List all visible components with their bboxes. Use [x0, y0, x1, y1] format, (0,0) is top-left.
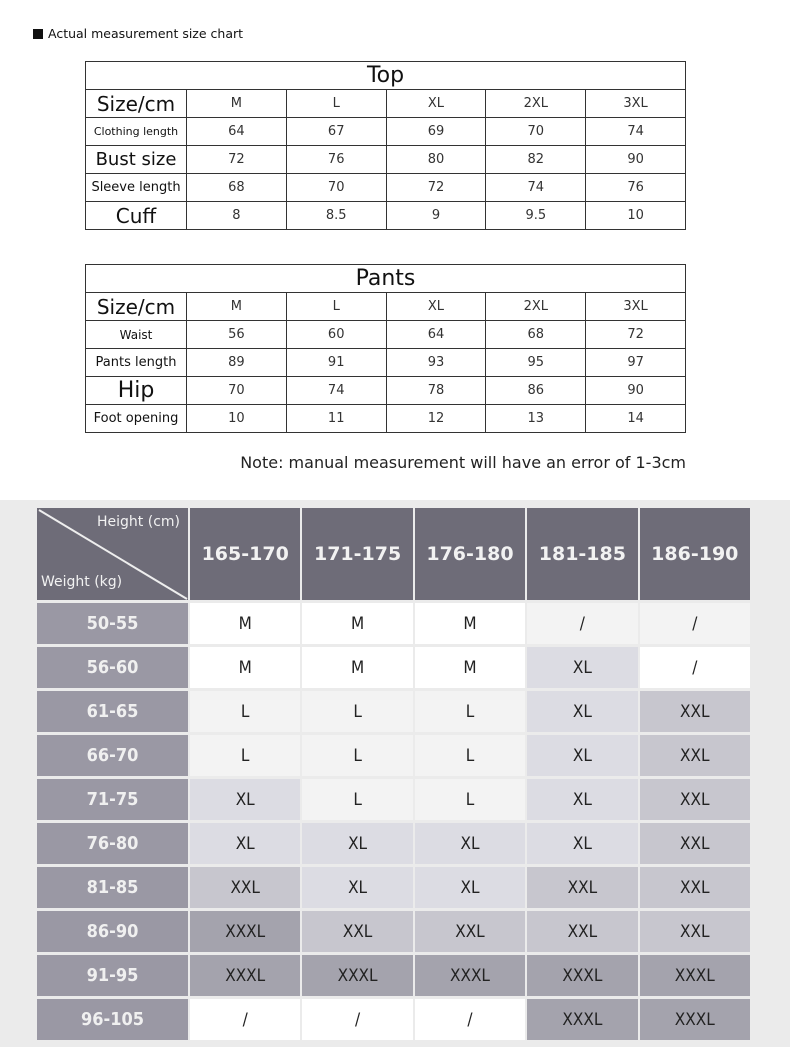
measurement-value: 72	[187, 146, 287, 174]
size-header: L	[286, 90, 386, 118]
measurement-value: 95	[486, 349, 586, 377]
weight-range-header: 81-85	[37, 867, 188, 908]
measurement-value: 64	[386, 321, 486, 349]
weight-range-header: 86-90	[37, 911, 188, 952]
size-header: M	[187, 293, 287, 321]
recommended-size-cell: /	[527, 603, 637, 644]
recommended-size-cell: M	[190, 603, 300, 644]
measurement-value: 72	[386, 174, 486, 202]
recommended-size-cell: L	[302, 735, 412, 776]
recommended-size-cell: M	[302, 603, 412, 644]
recommended-size-cell: XXXL	[527, 955, 637, 996]
size-cm-label: Size/cm	[86, 90, 187, 118]
weight-range-header: 91-95	[37, 955, 188, 996]
recommended-size-cell: XL	[527, 823, 637, 864]
size-header: XL	[386, 90, 486, 118]
weight-range-header: 50-55	[37, 603, 188, 644]
recommended-size-cell: XXL	[190, 867, 300, 908]
recommended-size-cell: XXL	[640, 779, 750, 820]
measurement-value: 68	[486, 321, 586, 349]
height-range-header: 171-175	[302, 508, 412, 600]
recommended-size-cell: M	[415, 603, 525, 644]
recommended-size-cell: /	[415, 999, 525, 1040]
table-row	[37, 955, 750, 996]
recommended-size-cell: M	[302, 647, 412, 688]
table-row	[37, 867, 750, 908]
recommended-size-cell: XXL	[640, 735, 750, 776]
recommended-size-cell: XL	[527, 735, 637, 776]
table-row	[37, 603, 750, 644]
measurement-value: 10	[586, 202, 686, 230]
square-bullet-icon	[33, 29, 43, 39]
recommended-size-cell: XL	[527, 779, 637, 820]
size-chart-heading	[33, 26, 243, 41]
measurement-label: Hip	[86, 377, 187, 405]
measurement-value: 74	[486, 174, 586, 202]
measurement-value: 76	[286, 146, 386, 174]
measurement-value: 9.5	[486, 202, 586, 230]
height-range-header: 165-170	[190, 508, 300, 600]
top-measurement-table	[85, 61, 686, 230]
recommended-size-cell: L	[302, 691, 412, 732]
measurement-label: Clothing length	[86, 118, 187, 146]
measurement-label: Waist	[86, 321, 187, 349]
size-header: 3XL	[586, 90, 686, 118]
table-row	[37, 999, 750, 1040]
recommended-size-cell: M	[190, 647, 300, 688]
measurement-label: Pants length	[86, 349, 187, 377]
recommended-size-cell: XXXL	[190, 911, 300, 952]
size-header: M	[187, 90, 287, 118]
corner-cell	[37, 508, 188, 600]
recommended-size-cell: /	[302, 999, 412, 1040]
measurement-label: Foot opening	[86, 405, 187, 433]
measurement-value: 93	[386, 349, 486, 377]
recommended-size-cell: XXXL	[415, 955, 525, 996]
measurement-value: 74	[586, 118, 686, 146]
measurement-value: 86	[486, 377, 586, 405]
measurement-value: 8.5	[286, 202, 386, 230]
weight-axis-label: Weight (kg)	[41, 574, 123, 590]
recommended-size-cell: XXXL	[302, 955, 412, 996]
recommended-size-cell: XXL	[640, 911, 750, 952]
height-header-row	[37, 508, 750, 600]
recommended-size-cell: XXXL	[190, 955, 300, 996]
pants-measurement-table	[85, 264, 686, 433]
table-row	[86, 377, 686, 405]
measurement-label: Cuff	[86, 202, 187, 230]
recommended-size-cell: XXL	[527, 867, 637, 908]
measurement-value: 91	[286, 349, 386, 377]
recommended-size-cell: /	[190, 999, 300, 1040]
measurement-value: 82	[486, 146, 586, 174]
recommended-size-cell: XL	[527, 691, 637, 732]
height-range-header: 181-185	[527, 508, 637, 600]
weight-range-header: 96-105	[37, 999, 188, 1040]
table-row	[86, 202, 686, 230]
recommended-size-cell: XXL	[640, 867, 750, 908]
table-row	[37, 823, 750, 864]
weight-range-header: 66-70	[37, 735, 188, 776]
table-row	[86, 349, 686, 377]
measurement-label: Sleeve length	[86, 174, 187, 202]
table-title: Top	[86, 62, 686, 90]
weight-range-header: 56-60	[37, 647, 188, 688]
table-row	[37, 911, 750, 952]
table-row	[86, 118, 686, 146]
recommended-size-cell: XXL	[640, 691, 750, 732]
weight-range-header: 71-75	[37, 779, 188, 820]
recommended-size-cell: XXL	[640, 823, 750, 864]
measurement-value: 12	[386, 405, 486, 433]
recommended-size-cell: L	[190, 691, 300, 732]
height-range-header: 186-190	[640, 508, 750, 600]
measurement-value: 74	[286, 377, 386, 405]
measurement-value: 9	[386, 202, 486, 230]
measurement-value: 80	[386, 146, 486, 174]
header-row	[86, 293, 686, 321]
table-row	[86, 146, 686, 174]
table-row	[37, 779, 750, 820]
heading-text: Actual measurement size chart	[48, 26, 244, 41]
table-title: Pants	[86, 265, 686, 293]
recommended-size-cell: XL	[302, 823, 412, 864]
measurement-value: 78	[386, 377, 486, 405]
recommended-size-cell: L	[415, 735, 525, 776]
size-header: 3XL	[586, 293, 686, 321]
measurement-value: 90	[586, 146, 686, 174]
recommended-size-cell: XXXL	[640, 955, 750, 996]
measurement-value: 64	[187, 118, 287, 146]
measurement-value: 13	[486, 405, 586, 433]
recommended-size-cell: XXXL	[527, 999, 637, 1040]
recommended-size-cell: XL	[527, 647, 637, 688]
table-row	[37, 735, 750, 776]
size-header: L	[286, 293, 386, 321]
table-row	[86, 405, 686, 433]
recommended-size-cell: XL	[415, 867, 525, 908]
measurement-value: 90	[586, 377, 686, 405]
height-range-header: 176-180	[415, 508, 525, 600]
measurement-value: 68	[187, 174, 287, 202]
title-row	[86, 265, 686, 293]
measurement-value: 70	[286, 174, 386, 202]
recommended-size-cell: L	[415, 691, 525, 732]
weight-range-header: 61-65	[37, 691, 188, 732]
recommended-size-cell: /	[640, 647, 750, 688]
measurement-label: Bust size	[86, 146, 187, 174]
measurement-value: 56	[187, 321, 287, 349]
measurement-value: 72	[586, 321, 686, 349]
size-cm-label: Size/cm	[86, 293, 187, 321]
measurement-value: 69	[386, 118, 486, 146]
table-row	[37, 691, 750, 732]
measurement-value: 11	[286, 405, 386, 433]
table-row	[86, 321, 686, 349]
recommended-size-cell: L	[302, 779, 412, 820]
measurement-value: 70	[187, 377, 287, 405]
recommended-size-cell: XL	[302, 867, 412, 908]
measurement-note: Note: manual measurement will have an error of 1-3cm	[240, 453, 686, 472]
recommended-size-cell: XXXL	[640, 999, 750, 1040]
size-header: 2XL	[486, 90, 586, 118]
measurement-value: 76	[586, 174, 686, 202]
size-header: 2XL	[486, 293, 586, 321]
recommended-size-cell: L	[190, 735, 300, 776]
recommended-size-cell: XXL	[415, 911, 525, 952]
recommended-size-cell: XL	[190, 823, 300, 864]
recommended-size-cell: /	[640, 603, 750, 644]
measurement-value: 14	[586, 405, 686, 433]
measurement-value: 8	[187, 202, 287, 230]
height-weight-fit-table	[35, 505, 752, 1043]
recommended-size-cell: XXL	[527, 911, 637, 952]
height-axis-label: Height (cm)	[97, 514, 180, 530]
measurement-value: 70	[486, 118, 586, 146]
recommended-size-cell: M	[415, 647, 525, 688]
recommended-size-cell: XL	[415, 823, 525, 864]
recommended-size-cell: L	[415, 779, 525, 820]
recommended-size-cell: XL	[190, 779, 300, 820]
title-row	[86, 62, 686, 90]
measurement-value: 67	[286, 118, 386, 146]
measurement-value: 60	[286, 321, 386, 349]
recommended-size-cell: XXL	[302, 911, 412, 952]
table-row	[37, 647, 750, 688]
measurement-value: 97	[586, 349, 686, 377]
table-row	[86, 174, 686, 202]
size-header: XL	[386, 293, 486, 321]
header-row	[86, 90, 686, 118]
weight-range-header: 76-80	[37, 823, 188, 864]
measurement-value: 10	[187, 405, 287, 433]
measurement-value: 89	[187, 349, 287, 377]
